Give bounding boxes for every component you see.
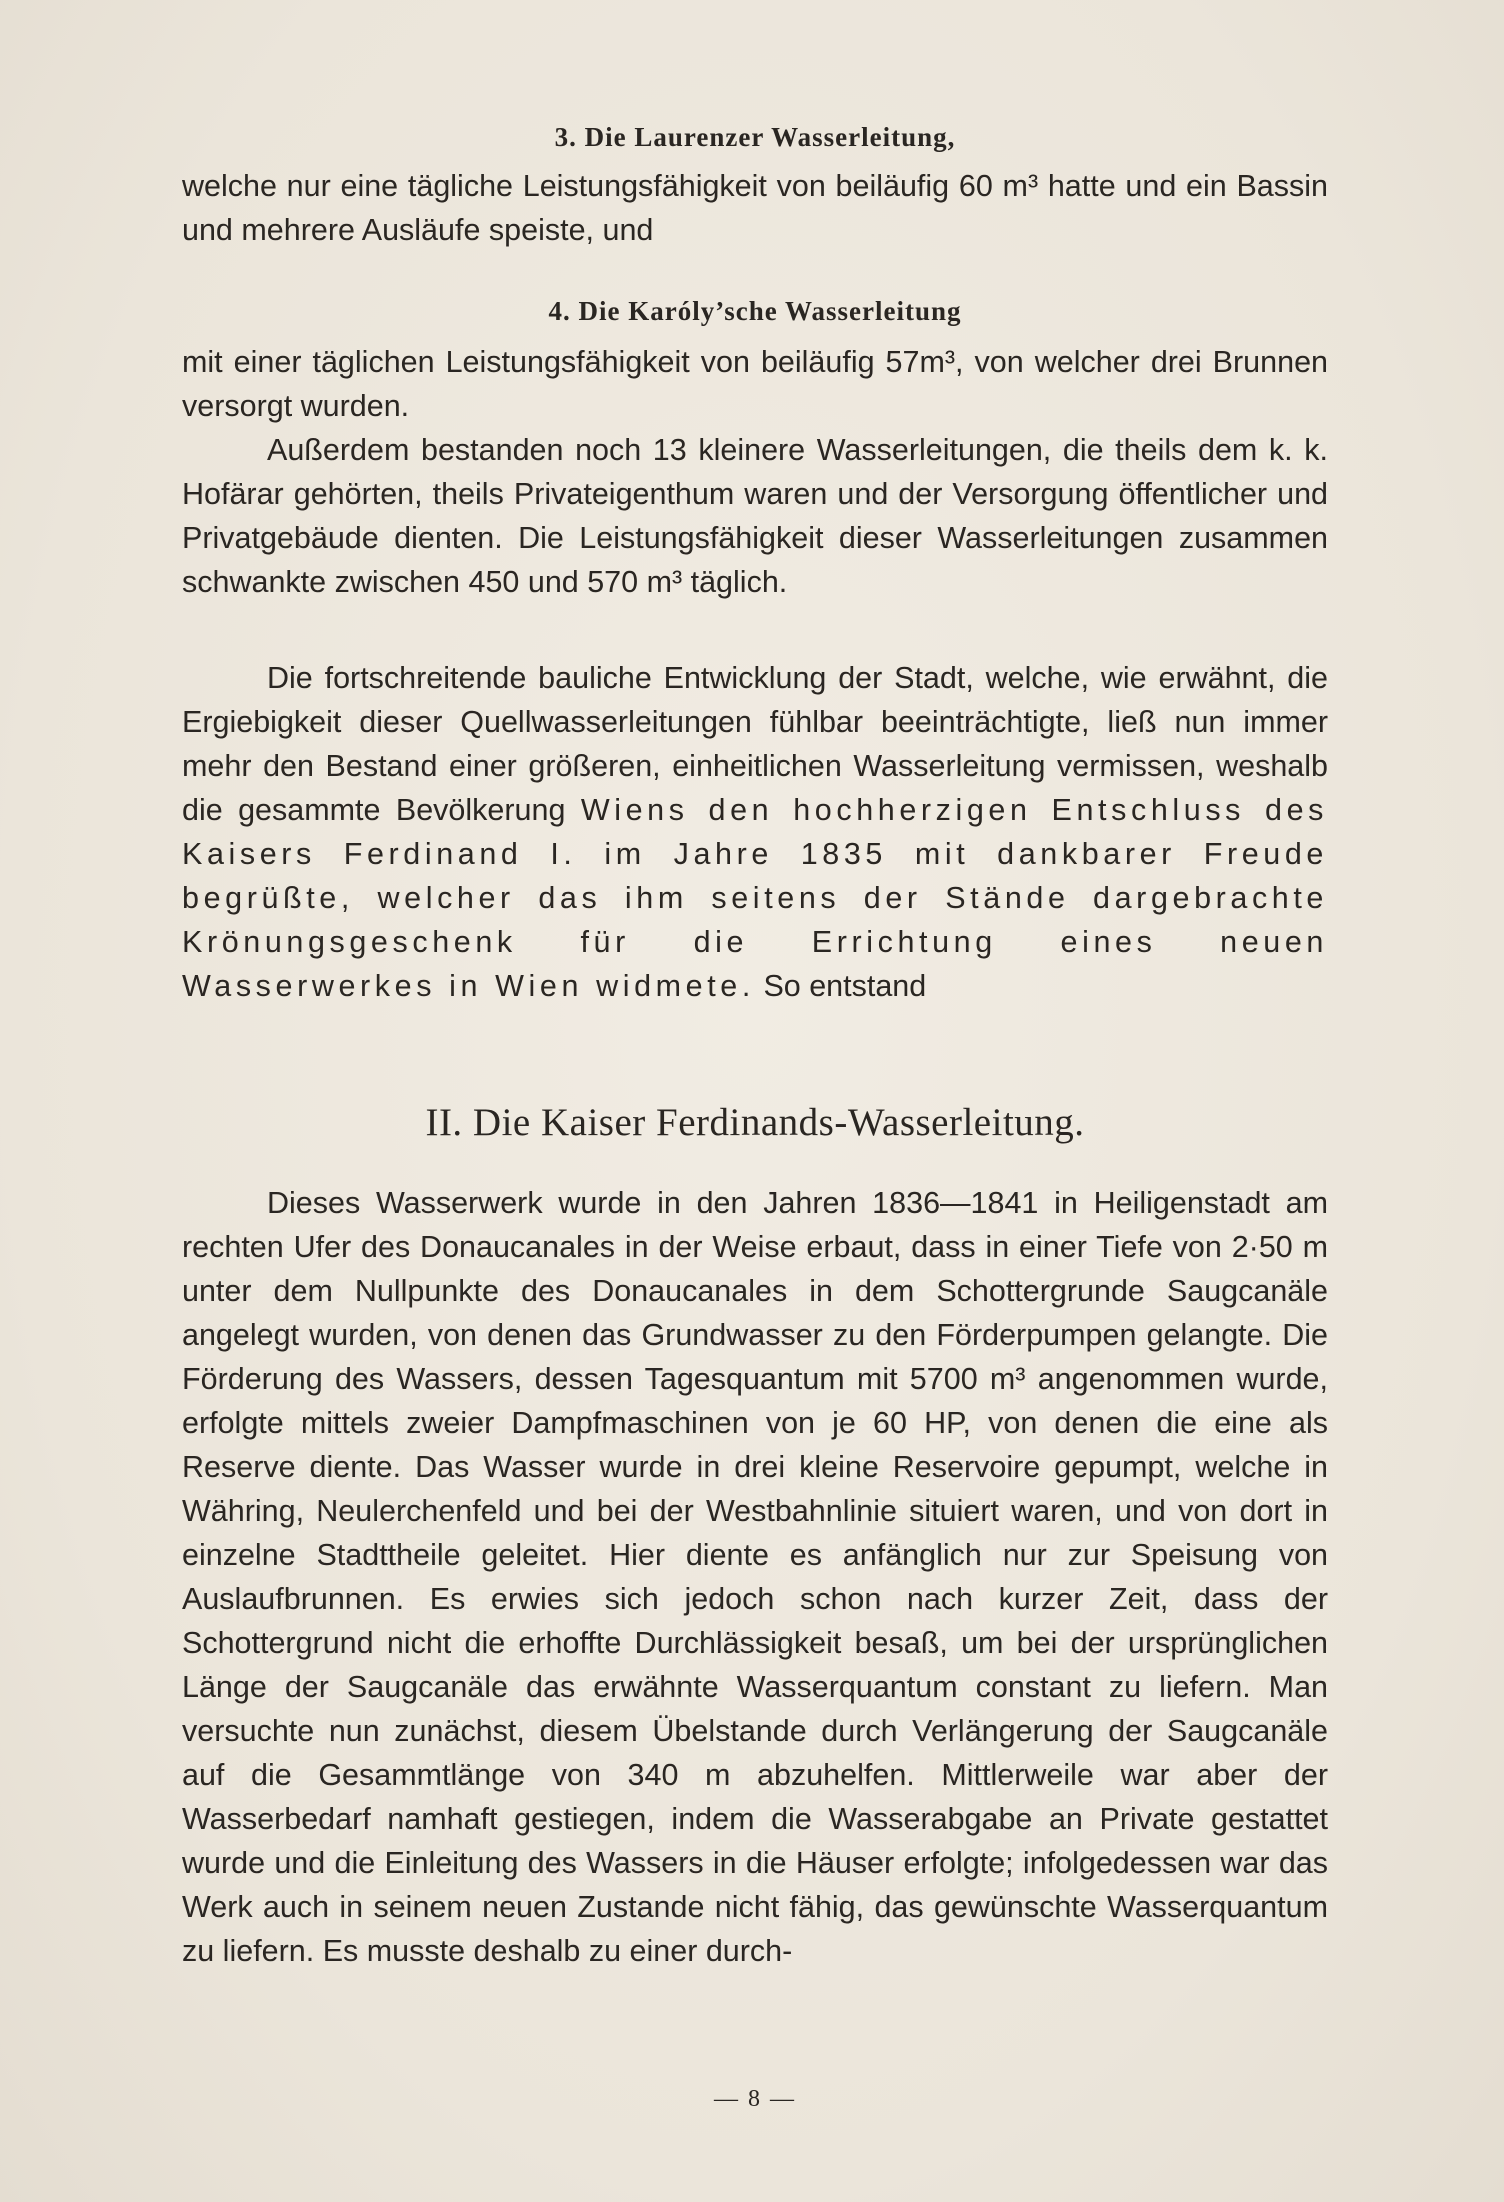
paragraph-karoly: mit einer täglichen Leistungsfähigkeit von beiläufig 57m³, von welcher drei Brunnen versorgt wurden. xyxy=(182,345,1328,423)
paragraph-laurenzer: welche nur eine tägliche Leistungsfähigkeit von beiläufig 60 m³ hatte und ein Bassin und mehrere Ausläufe speiste, und xyxy=(182,169,1328,247)
text-block-ausserdem xyxy=(182,428,1328,604)
heading-laurenzer: 3. Die Laurenzer Wasserleitung, xyxy=(554,122,956,152)
paragraph-dieses: Dieses Wasserwerk wurde in den Jahren 1836—1841 in Heiligenstadt am rechten Ufer des Donaucanales in der Weise erbaut, dass in einer Tiefe von 2·50 m unter dem Nullpunkte des Donaucanales in dem Schottergrunde Saugcanäle angelegt wurden, von denen das Grundwasser zu den Förderpumpen gelangte. Die Förderung des Wassers, dessen Tagesquantum mit 5700 m³ angenommen wurde, erfolgte mittels zweier Dampfmaschinen von je 60 HP, von denen die eine als Reserve diente. Das Wasser wurde in drei kleine Reservoire gepumpt, welche in Währing, Neulerchenfeld und bei der Westbahnlinie situiert waren, und von dort in einzelne Stadttheile geleitet. Hier diente es anfänglich nur zur Speisung von Auslaufbrunnen. Es erwies sich jedoch schon nach kurzer Zeit, dass der Schottergrund nicht die erhoffte Durchlässigkeit besaß, um bei der ursprünglichen Länge der Saugcanäle das erwähnte Wasserquantum constant zu liefern. Man versuchte nun zunächst, diesem Übelstande durch Verlängerung der Saugcanäle auf die Gesammtlänge von 340 m abzuhelfen. Mittlerweile war aber der Wasserbedarf namhaft gestiegen, indem die Wasserabgabe an Private gestattet wurde und die Einleitung des Wassers in die Häuser erfolgte; infolgedessen war das Werk auch in seinem neuen Zustande nicht fähig, das gewünschte Wasserquantum zu liefern. Es musste deshalb zu einer durch- xyxy=(182,1186,1328,1968)
text-block-fortschreitende xyxy=(182,656,1328,1008)
fortschreitende-spaced: Wiens den hochherzigen Entschluss des Kaisers Ferdinand I. im Jahre 1835 mit dankbarer Freude begrüßte, welcher das ihm seitens der Stände dargebrachte Krönungsgeschenk für die Errichtung eines neuen Wasserwerkes in Wien widmete. xyxy=(182,793,1328,1003)
paragraph-ausserdem: Außerdem bestanden noch 13 kleinere Wasserleitungen, die theils dem k. k. Hofärar gehörten, theils Privateigenthum waren und der Versorgung öffentlicher und Privatgebäude dienten. Die Leistungsfähigkeit dieser Wasserleitungen zusammen schwankte zwischen 450 und 570 m³ täglich. xyxy=(182,433,1328,599)
text-block-karoly xyxy=(182,340,1328,428)
text-block-laurenzer xyxy=(182,164,1328,252)
fortschreitende-part1: Die fortschreitende bauliche Entwicklung der Stadt, welche, wie erwähnt, die Ergiebigkeit dieser Quellwasserleitungen fühlbar beeinträchtigte, ließ nun immer mehr den Bestand einer größeren, einheitlichen Wasserleitung vermissen, weshalb die gesammte Bevölkerung xyxy=(182,661,1328,827)
heading-karoly: 4. Die Karóly’sche Wasserleitung xyxy=(548,296,962,326)
text-block-dieses xyxy=(182,1181,1328,1973)
page-number: — 8 — xyxy=(714,2086,796,2112)
section-title: II. Die Kaiser Ferdinands-Wasserleitung. xyxy=(425,1101,1085,1144)
fortschreitende-part2: So entstand xyxy=(763,969,927,1003)
paragraph-fortschreitende xyxy=(182,656,1328,1008)
